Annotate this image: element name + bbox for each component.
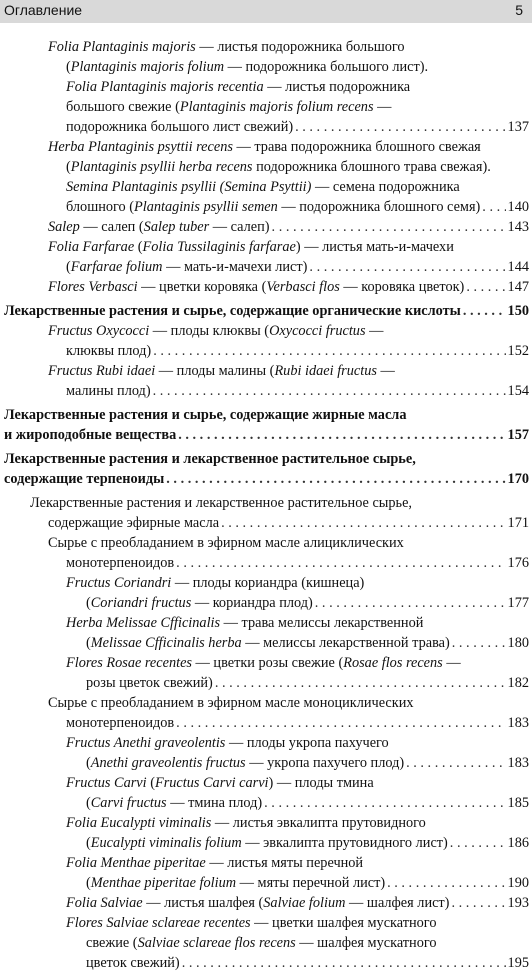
toc-entry-line	[0, 97, 532, 117]
entry-text-segment: (	[86, 595, 91, 611]
entry-text-segment: содержащие эфирные масла	[48, 515, 220, 531]
entry-text-segment: Сырье с преобладанием в эфирном масле алициклических	[48, 535, 404, 551]
toc-entry-text	[86, 953, 180, 973]
entry-text-segment: — цветки шалфея мускатного	[250, 915, 437, 931]
toc-entry-text	[66, 99, 391, 115]
entry-text-segment: Лекарственные растения и сырье, содержащие органические кислоты	[4, 303, 461, 319]
entry-text-segment: — плоды клюквы (	[149, 323, 270, 339]
header-page-number: 5	[515, 2, 523, 18]
entry-text-segment: — салеп (	[79, 219, 144, 235]
latin-name: Eucalypti viminalis folium	[90, 835, 242, 851]
latin-name: Salviae sclareae flos recens	[137, 935, 296, 951]
toc-entry-text	[48, 513, 219, 533]
toc-entry-line	[0, 573, 532, 593]
dot-leader	[295, 117, 505, 137]
toc-entry-text	[48, 535, 404, 551]
dot-leader	[463, 301, 506, 321]
dot-leader	[182, 953, 506, 973]
toc-page-number: 150	[507, 303, 529, 319]
toc-entry-text	[66, 79, 410, 95]
toc-entry-line	[0, 913, 532, 933]
toc-entry-line	[0, 633, 532, 653]
latin-name: Oxycocci fructus	[269, 323, 366, 339]
toc-entry-text	[66, 915, 436, 931]
toc-entry-text	[66, 179, 460, 195]
entry-text-segment: — мяты перечной лист)	[236, 875, 386, 891]
entry-text-segment: — мать-и-мачехи лист)	[162, 259, 308, 275]
toc-entry-text	[86, 753, 404, 773]
header-title: Оглавление	[4, 2, 83, 18]
toc-entry-line	[0, 277, 532, 297]
toc-entry-text	[86, 633, 450, 653]
entry-text-segment: Лекарственные растения и сырье, содержащие жирные масла	[4, 407, 407, 423]
toc-page-number: 180	[507, 635, 529, 651]
toc-entry-text	[66, 615, 423, 631]
toc-entry-line	[0, 117, 532, 137]
toc-entry-text	[48, 139, 481, 155]
dot-leader	[166, 469, 505, 489]
toc-section-heading	[0, 449, 532, 469]
toc-entry-text	[66, 815, 426, 831]
entry-text-segment: блошного (	[66, 199, 135, 215]
toc-entry-text	[66, 893, 449, 913]
entry-text-segment: монотерпеноидов	[66, 715, 175, 731]
dot-leader	[450, 833, 506, 853]
toc-entry-line	[0, 793, 532, 813]
entry-text-segment: (	[134, 239, 143, 255]
entry-text-segment: и жироподобные вещества	[4, 427, 177, 443]
latin-name: Folia Tussilaginis farfarae	[142, 239, 296, 255]
dot-leader	[452, 633, 506, 653]
toc-entry-text	[66, 855, 363, 871]
toc-entry-text	[86, 833, 448, 853]
latin-name: Anethi graveolentis fructus	[90, 755, 246, 771]
toc-entry-line	[0, 533, 532, 553]
toc-entry-text	[48, 217, 270, 237]
toc-entry-text	[66, 735, 389, 751]
entry-text-segment: —	[373, 99, 392, 115]
toc-entry-text	[30, 495, 412, 511]
toc-page-number: 186	[507, 835, 529, 851]
entry-text-segment: — мелиссы лекарственной трава)	[241, 635, 450, 651]
entry-text-segment: — подорожника большого лист).	[224, 59, 429, 75]
dot-leader	[451, 893, 505, 913]
entry-text-segment: — подорожника блошного семя)	[277, 199, 481, 215]
entry-text-segment: — эвкалипта прутовидного лист)	[241, 835, 448, 851]
toc-section-heading	[0, 301, 532, 321]
toc-entry-text	[66, 59, 428, 75]
entry-text-segment: (	[66, 159, 71, 175]
toc-page-number: 154	[507, 383, 529, 399]
latin-name: Folia Salviae	[66, 895, 143, 911]
entry-text-segment: подорожника блошного трава свежая).	[252, 159, 491, 175]
toc-entry-line	[0, 57, 532, 77]
toc-page-number: 140	[507, 199, 529, 215]
entry-text-segment: — листья эвкалипта прутовидного	[211, 815, 426, 831]
toc-entry-line	[0, 593, 532, 613]
latin-name: Melissae Cfficinalis herba	[90, 635, 242, 651]
dot-leader	[176, 553, 505, 573]
toc-entry-text	[66, 713, 174, 733]
entry-text-segment: Лекарственные растения и лекарственное растительное сырье,	[30, 495, 412, 511]
latin-name: Flores Salviae sclareae recentes	[66, 915, 251, 931]
latin-name: Folia Farfarae	[48, 239, 135, 255]
entry-text-segment: — трава подорожника блошного свежая	[232, 139, 481, 155]
toc-entry-line	[0, 653, 532, 673]
entry-text-segment: (	[86, 635, 91, 651]
toc-entry-line	[0, 833, 532, 853]
latin-name: Fructus Coriandri	[66, 575, 172, 591]
toc-entry-text	[86, 593, 313, 613]
entry-text-segment: (	[86, 755, 91, 771]
toc-entry-line	[0, 137, 532, 157]
dot-leader	[215, 673, 506, 693]
toc-page-number: 170	[507, 471, 529, 487]
entry-text-segment: большого свежие (	[66, 99, 180, 115]
toc-page-number: 190	[507, 875, 529, 891]
latin-name: Folia Menthae piperitae	[66, 855, 206, 871]
entry-text-segment: — укропа пахучего плод)	[245, 755, 405, 771]
entry-text-segment: (	[86, 795, 91, 811]
entry-text-segment: — плоды малины (	[155, 363, 275, 379]
running-header	[0, 0, 532, 23]
entry-text-segment: — листья мяты перечной	[205, 855, 364, 871]
latin-name: Rubi idaei fructus	[274, 363, 377, 379]
entry-text-segment: — цветки коровяка (	[137, 279, 267, 295]
dot-leader	[153, 341, 505, 361]
toc-entry-text	[66, 381, 151, 401]
toc-entry-text	[48, 363, 395, 379]
latin-name: Folia Eucalypti viminalis	[66, 815, 212, 831]
toc-entry-line	[0, 257, 532, 277]
dot-leader	[309, 257, 505, 277]
entry-text-segment: — шалфея лист)	[345, 895, 450, 911]
entry-text-segment: — плоды кориандра (кишнеца)	[171, 575, 365, 591]
toc-page-number: 195	[507, 955, 529, 971]
toc-entry-text	[4, 407, 406, 423]
toc-entry-text	[48, 277, 464, 297]
toc-entry-text	[48, 39, 405, 55]
toc-section-heading	[0, 425, 532, 445]
entry-text-segment: (	[66, 59, 71, 75]
toc-entry-line	[0, 893, 532, 913]
entry-text-segment: — листья подорожника	[263, 79, 411, 95]
toc-entry-line	[0, 157, 532, 177]
entry-text-segment: —	[365, 323, 384, 339]
dot-leader	[466, 277, 505, 297]
toc-page-number: 185	[507, 795, 529, 811]
latin-name: Farfarae folium	[70, 259, 163, 275]
entry-text-segment: — семена подорожника	[311, 179, 460, 195]
entry-text-segment: —	[376, 363, 395, 379]
toc-entry-text	[66, 159, 491, 175]
toc-page-number: 144	[507, 259, 529, 275]
entry-text-segment: (	[86, 875, 91, 891]
latin-name: Flores Verbasci	[48, 279, 138, 295]
entry-text-segment: ) — листья мать-и-мачехи	[295, 239, 454, 255]
entry-text-segment: Лекарственные растения и лекарственное растительное сырье,	[4, 451, 416, 467]
toc-page-number: 193	[507, 895, 529, 911]
toc-entry-text	[48, 695, 414, 711]
toc-entry-text	[48, 323, 383, 339]
toc-entry-text	[4, 301, 461, 321]
latin-name: Plantaginis psyllii semen	[134, 199, 278, 215]
toc-entry-line	[0, 513, 532, 533]
toc-page-number: 152	[507, 343, 529, 359]
latin-name: Plantaginis majoris folium	[70, 59, 225, 75]
toc-entry-line	[0, 321, 532, 341]
latin-name: Salep tuber	[143, 219, 210, 235]
dot-leader	[272, 217, 506, 237]
toc-entry-line	[0, 361, 532, 381]
latin-name: Folia Plantaginis majoris recentia	[66, 79, 264, 95]
entry-text-segment: — шалфея мускатного	[295, 935, 437, 951]
toc-entry-line	[0, 773, 532, 793]
entry-text-segment: — салеп)	[209, 219, 270, 235]
toc-entry-line	[0, 733, 532, 753]
toc-page-number: 183	[507, 715, 529, 731]
toc-page-number: 171	[507, 515, 529, 531]
toc-page-number: 157	[507, 427, 529, 443]
entry-text-segment: — листья шалфея (	[142, 895, 264, 911]
toc-entry-line	[0, 673, 532, 693]
latin-name: Semina Plantaginis psyllii (Semina Psyttii)	[66, 179, 312, 195]
toc-entry-text	[48, 239, 454, 255]
toc-page-number: 177	[507, 595, 529, 611]
dot-leader	[482, 197, 505, 217]
latin-name: Herba Melissae Cfficinalis	[66, 615, 221, 631]
toc-entry-text	[4, 451, 416, 467]
toc-entry-text	[86, 935, 437, 951]
entry-text-segment: (	[146, 775, 155, 791]
latin-name: Plantaginis majoris folium recens	[179, 99, 374, 115]
toc-entry-line	[0, 693, 532, 713]
entry-text-segment: малины плод)	[66, 383, 151, 399]
dot-leader	[153, 381, 506, 401]
dot-leader	[176, 713, 505, 733]
latin-name: Verbasci flos	[266, 279, 340, 295]
entry-text-segment: розы цветок свежий)	[86, 675, 213, 691]
latin-name: Menthae piperitae folium	[90, 875, 237, 891]
entry-text-segment: — кориандра плод)	[191, 595, 313, 611]
latin-name: Fructus Rubi idaei	[48, 363, 156, 379]
toc-entry-line	[0, 933, 532, 953]
dot-leader	[406, 753, 505, 773]
toc-entry-line	[0, 553, 532, 573]
entry-text-segment: цветок свежий)	[86, 955, 180, 971]
entry-text-segment: клюквы плод)	[66, 343, 152, 359]
entry-text-segment: — тмина плод)	[166, 795, 263, 811]
toc-entry-text	[66, 117, 293, 137]
entry-text-segment: — листья подорожника большого	[195, 39, 405, 55]
dot-leader	[387, 873, 505, 893]
toc-entry-line	[0, 217, 532, 237]
toc-entry-text	[66, 553, 174, 573]
toc-entry-text	[86, 793, 262, 813]
toc-page-number: 137	[507, 119, 529, 135]
table-of-contents	[0, 37, 532, 973]
latin-name: Coriandri fructus	[90, 595, 192, 611]
toc-page-number: 176	[507, 555, 529, 571]
entry-text-segment: ) — плоды тмина	[268, 775, 374, 791]
toc-entry-line	[0, 853, 532, 873]
toc-entry-line	[0, 197, 532, 217]
entry-text-segment: подорожника большого лист свежий)	[66, 119, 294, 135]
toc-page-number: 183	[507, 755, 529, 771]
toc-entry-text	[86, 673, 213, 693]
toc-entry-text	[4, 425, 176, 445]
toc-entry-text	[66, 341, 151, 361]
dot-leader	[221, 513, 505, 533]
toc-entry-line	[0, 753, 532, 773]
entry-text-segment: свежие (	[86, 935, 138, 951]
entry-text-segment: (	[86, 835, 91, 851]
latin-name: Fructus Anethi graveolentis	[66, 735, 226, 751]
toc-entry-line	[0, 713, 532, 733]
toc-section-heading	[0, 405, 532, 425]
latin-name: Salviae folium	[263, 895, 346, 911]
toc-entry-line	[0, 613, 532, 633]
entry-text-segment: — трава мелиссы лекарственной	[220, 615, 424, 631]
latin-name: Plantaginis psyllii herba recens	[70, 159, 253, 175]
toc-entry-line	[0, 77, 532, 97]
entry-text-segment: Сырье с преобладанием в эфирном масле моноциклических	[48, 695, 414, 711]
latin-name: Flores Rosae recentes	[66, 655, 192, 671]
latin-name: Salep	[48, 219, 80, 235]
latin-name: Carvi fructus	[90, 795, 167, 811]
toc-entry-line	[0, 37, 532, 57]
toc-entry-text	[66, 775, 374, 791]
latin-name: Fructus Carvi	[66, 775, 147, 791]
toc-entry-line	[0, 493, 532, 513]
toc-entry-line	[0, 177, 532, 197]
toc-entry-line	[0, 341, 532, 361]
toc-page-number: 143	[507, 219, 529, 235]
toc-section-heading	[0, 469, 532, 489]
entry-text-segment: — коровяка цветок)	[339, 279, 465, 295]
toc-entry-text	[66, 197, 480, 217]
entry-text-segment: содержащие терпеноиды	[4, 471, 165, 487]
entry-text-segment: — плоды укропа пахучего	[225, 735, 389, 751]
entry-text-segment: (	[66, 259, 71, 275]
latin-name: Herba Plantaginis psyttii recens	[48, 139, 233, 155]
toc-entry-text	[86, 873, 385, 893]
toc-page-number: 147	[507, 279, 529, 295]
latin-name: Folia Plantaginis majoris	[48, 39, 196, 55]
latin-name: Fructus Oxycocci	[48, 323, 150, 339]
toc-entry-text	[66, 257, 307, 277]
toc-entry-line	[0, 237, 532, 257]
toc-page-number: 182	[507, 675, 529, 691]
toc-entry-text	[66, 655, 461, 671]
toc-entry-text	[4, 469, 164, 489]
entry-text-segment: — цветки розы свежие (	[191, 655, 344, 671]
toc-entry-line	[0, 813, 532, 833]
entry-text-segment: —	[442, 655, 461, 671]
latin-name: Rosae flos recens	[343, 655, 443, 671]
toc-entry-line	[0, 381, 532, 401]
toc-entry-text	[66, 575, 364, 591]
entry-text-segment: монотерпеноидов	[66, 555, 175, 571]
dot-leader	[315, 593, 506, 613]
dot-leader	[264, 793, 505, 813]
toc-entry-line	[0, 873, 532, 893]
toc-entry-line	[0, 953, 532, 973]
latin-name: Fructus Carvi carvi	[154, 775, 269, 791]
dot-leader	[178, 425, 505, 445]
